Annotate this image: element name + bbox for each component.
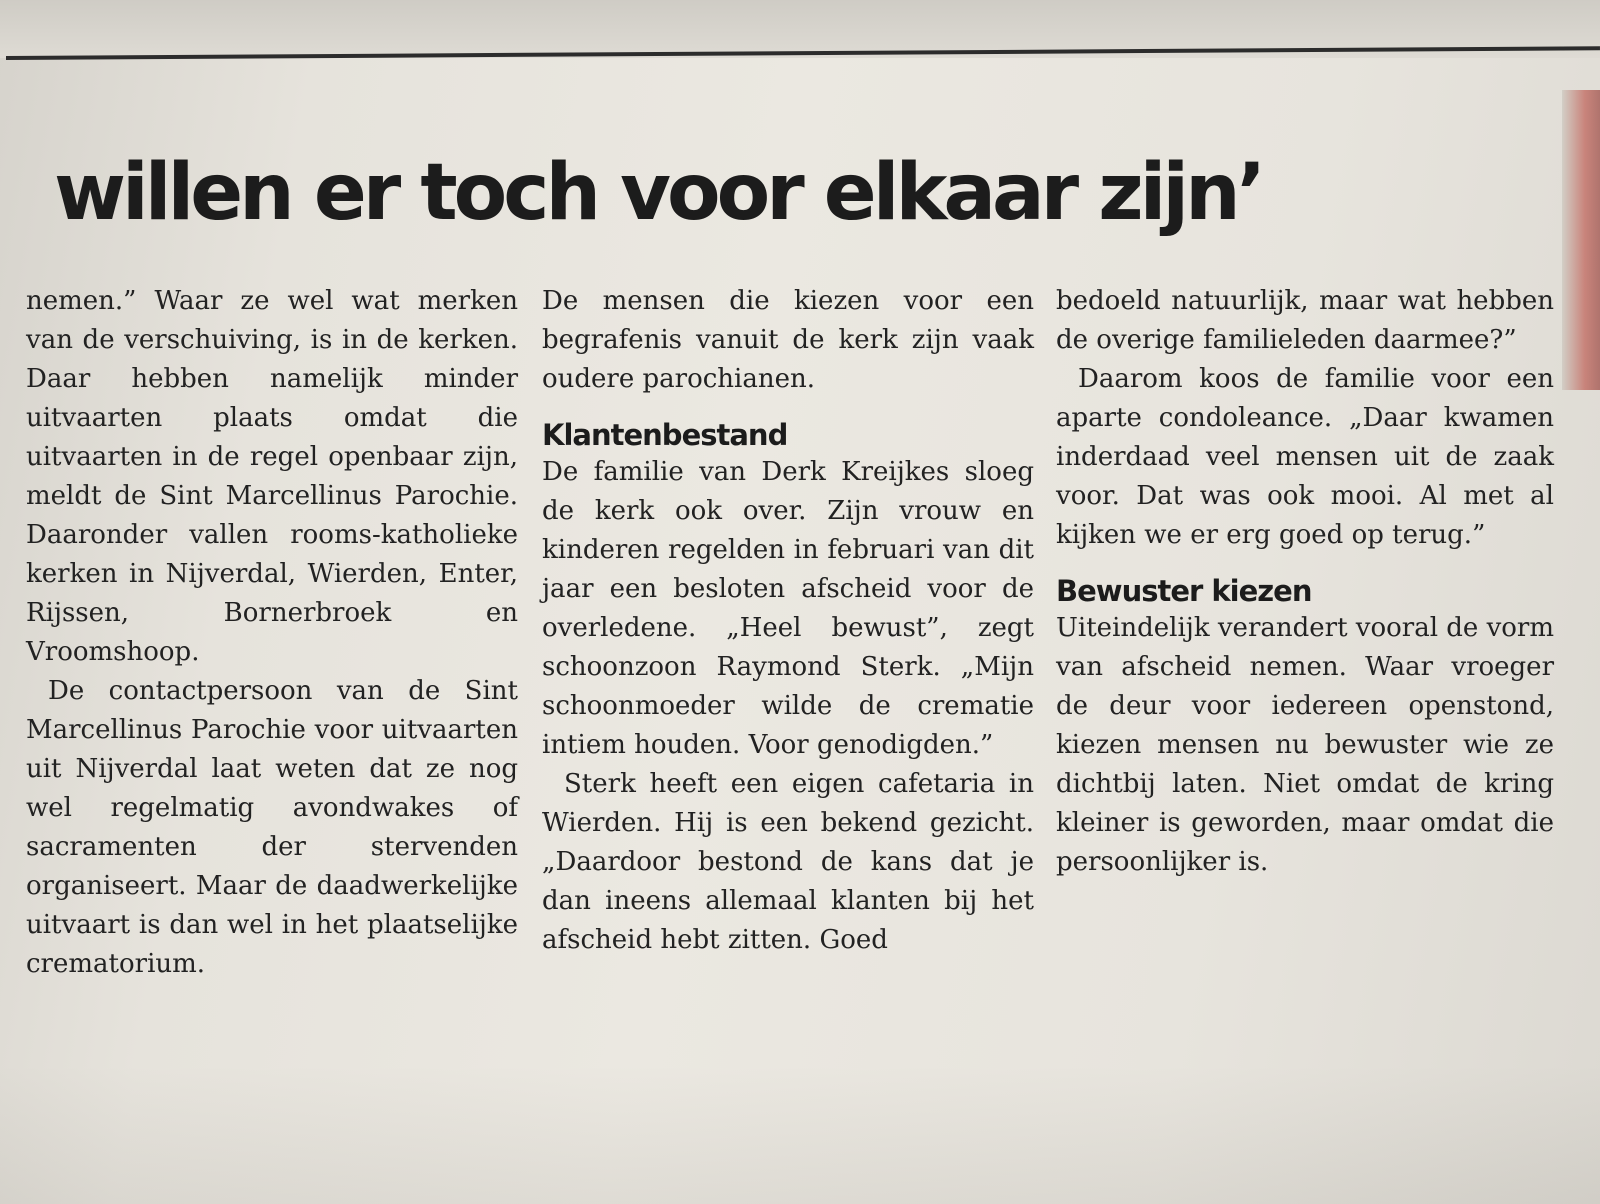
column-2-paragraph-2: Sterk heeft een eigen cafetaria in Wierden. Hij is een bekend gezicht. „Daardoor bestond de kans dat je dan ineens allemaal klanten bij het afscheid hebt zitten. Goed bbox=[542, 769, 1034, 955]
article-column-2 bbox=[542, 282, 1034, 960]
column-2-paragraph-1: De familie van Derk Kreijkes sloeg de kerk ook over. Zijn vrouw en kinderen regelden in februari van dit jaar een besloten afscheid voor de overledene. „Heel bewust”, zegt schoonzoon Raymond Sterk. „Mijn schoonmoeder wilde de crematie intiem houden. Voor genodigden.” bbox=[542, 457, 1034, 760]
subheading-bewuster-kiezen: Bewuster kiezen bbox=[1056, 574, 1312, 608]
article-column-3 bbox=[1056, 282, 1554, 882]
article-column-1 bbox=[26, 282, 518, 984]
column-1-paragraph-2: De contactpersoon van de Sint Marcellinus Parochie voor uitvaarten uit Nijverdal laat weten dat ze nog wel regelmatig avondwakes of sacramenten der stervenden organiseert. Maar de daadwerkelijke uitvaart is dan wel in het plaatselijke crematorium. bbox=[26, 676, 518, 979]
page-bottom-shadow bbox=[0, 1064, 1600, 1204]
column-3-paragraph-2: Daarom koos de familie voor een aparte condoleance. „Daar kwamen inderdaad veel mensen uit de zaak voor. Dat was ook mooi. Al met al kijken we er erg goed op terug.” bbox=[1056, 364, 1554, 550]
column-1-paragraph-1: nemen.” Waar ze wel wat merken van de verschuiving, is in de kerken. Daar hebben namelijk minder uitvaarten plaats omdat die uitvaarten in de regel openbaar zijn, meldt de Sint Marcellinus Parochie. Daaronder vallen rooms-katholieke kerken in Nijverdal, Wierden, Enter, Rijssen, Bornerbroek en Vroomshoop. bbox=[26, 286, 518, 667]
subheading-klantenbestand: Klantenbestand bbox=[542, 418, 788, 452]
article-headline: willen er toch voor elkaar zijn’ bbox=[54, 148, 1263, 238]
column-2-intro: De mensen die kiezen voor een begrafenis vanuit de kerk zijn vaak oudere parochianen. bbox=[542, 286, 1034, 394]
column-3-closing-paragraph: Uiteindelijk verandert vooral de vorm van afscheid nemen. Waar vroeger de deur voor iedereen openstond, kiezen mensen nu bewuster wie ze dichtbij laten. Niet omdat de kring kleiner is geworden, maar omdat die persoonlijker is. bbox=[1056, 613, 1555, 877]
adjacent-page-edge bbox=[1562, 90, 1600, 390]
column-3-paragraph-1: bedoeld natuurlijk, maar wat hebben de overige familieleden daarmee?” bbox=[1056, 286, 1554, 355]
